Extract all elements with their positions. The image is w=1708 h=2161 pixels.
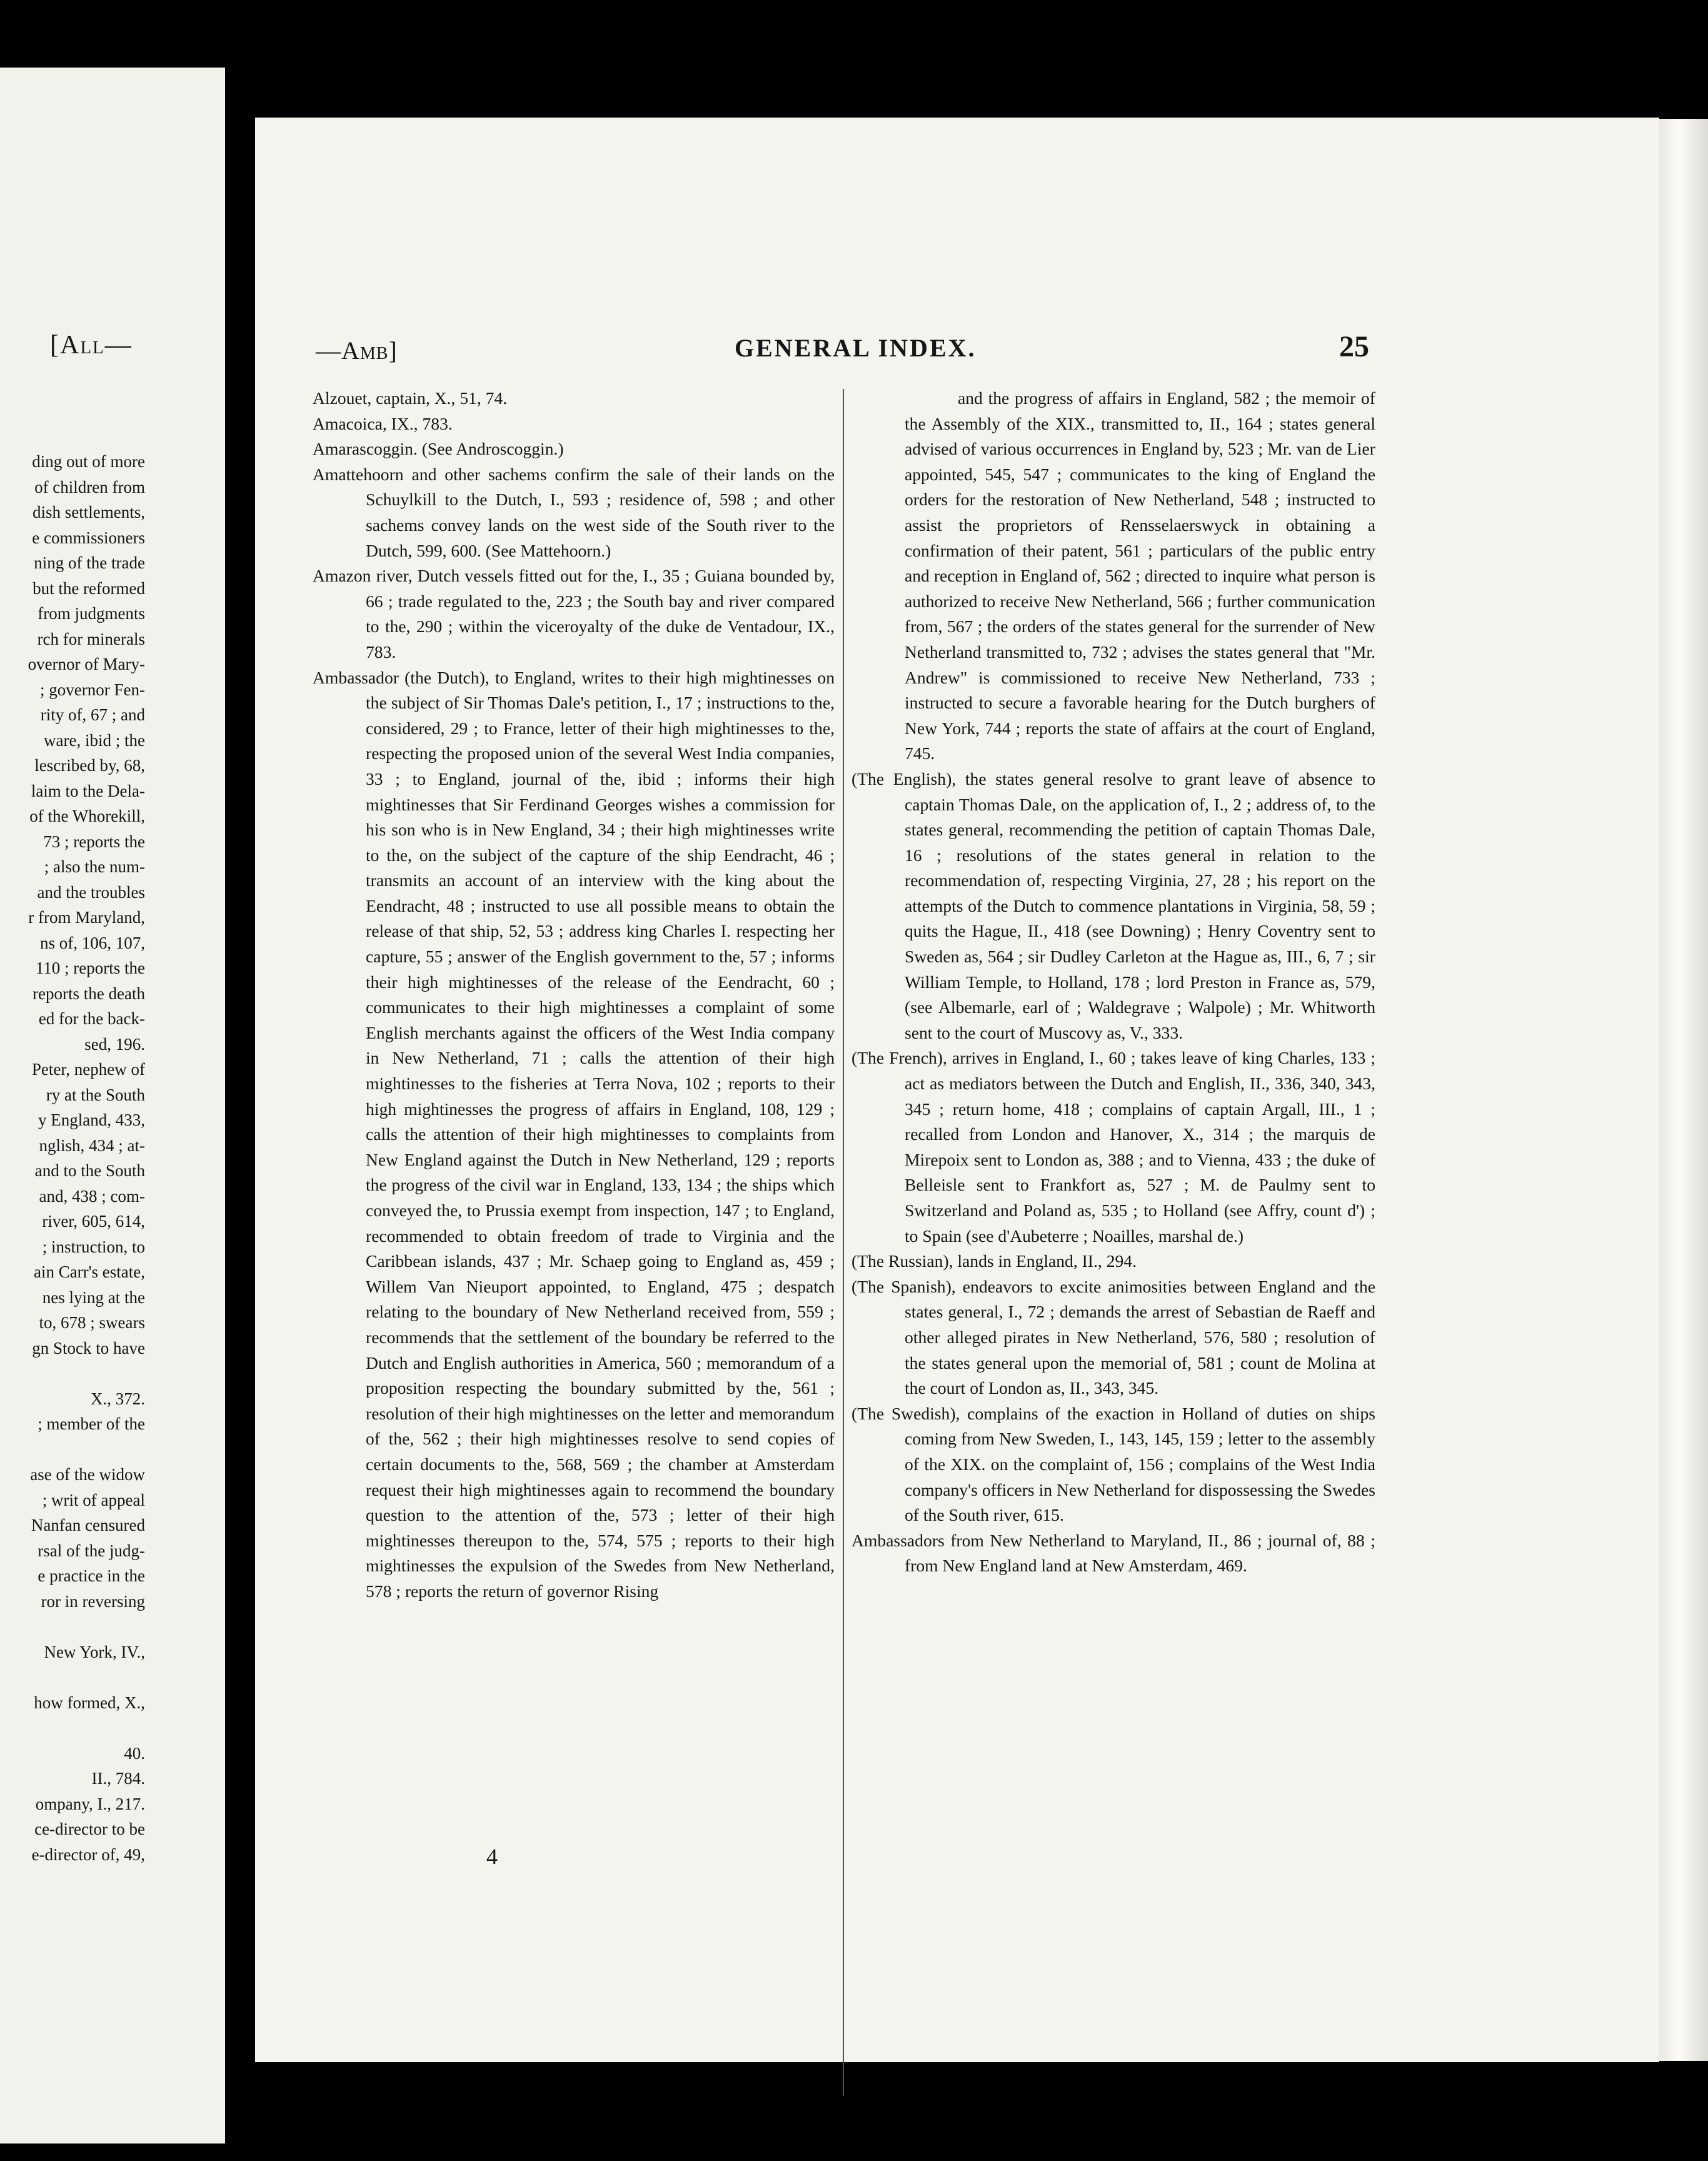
running-head-range: —Amb] xyxy=(316,336,398,365)
facing-page-line xyxy=(0,1437,145,1463)
facing-page-line: of children from xyxy=(34,477,145,496)
index-entry: Amarascoggin. (See Androscoggin.) xyxy=(313,439,564,459)
facing-page-line: ; governor Fen- xyxy=(40,680,145,699)
facing-page-line: 40. xyxy=(124,1743,145,1763)
facing-page-text xyxy=(0,449,145,1867)
page-number: 25 xyxy=(1339,330,1369,363)
index-entry: (The English), the states general resolve to grant leave of absence to captain Thomas Dale, on the application of, I., 2 ; address of, to the states general, recommending the petition of captain Thomas Dale, 16 ; resolutions of the states general in relation to the recommendation of, respecting Virginia, 27, 28 ; his report on the attempts of the Dutch to commence plantations in Virginia, 58, 59 ; quits the Hague, II., 418 (see Downing) ; Henry Coventry sent to Sweden as, 564 ; sir Dudley Carleton at the Hague as, III., 6, 7 ; sir William Temple, to Holland, 178 ; lord Preston in France as, 579, (see Albemarle, earl of ; Waldegrave ; Walpole) ; Mr. Whitworth sent to the court of Muscovy as, V., 333. xyxy=(851,768,1375,1042)
facing-page-line: from judgments xyxy=(38,604,145,623)
facing-page-line: river, 605, 614, xyxy=(42,1212,145,1231)
facing-page-line: e-director of, 49, xyxy=(31,1845,145,1864)
facing-page-line: ding out of more xyxy=(32,452,145,471)
facing-page-line: lescribed by, 68, xyxy=(34,756,145,775)
facing-page-line: and to the South xyxy=(34,1161,145,1180)
facing-page-line: 73 ; reports the xyxy=(43,832,145,851)
page-edges xyxy=(1659,119,1708,2061)
facing-page-line: ns of, 106, 107, xyxy=(40,933,145,952)
facing-page-line: dish settlements, xyxy=(33,503,145,521)
index-entry: Amattehoorn and other sachems confirm the sale of their lands on the Schuylkill to the Dutch, I., 593 ; residence of, 598 ; and other sachems convey lands on the west side of the South river to the Dutch, 599, 600. (See Mattehoorn.) xyxy=(313,464,835,560)
facing-page-line xyxy=(0,1361,145,1386)
facing-page-line: ning of the trade xyxy=(34,553,145,572)
facing-page-line: rch for minerals xyxy=(37,629,145,648)
facing-page-line: X., 372. xyxy=(91,1389,145,1408)
facing-page-line: nglish, 434 ; at- xyxy=(39,1136,145,1155)
facing-page-line xyxy=(0,1614,145,1640)
facing-page-line: rsal of the judg- xyxy=(38,1541,145,1560)
facing-page-line: overnor of Mary- xyxy=(28,655,145,673)
facing-page-line: rity of, 67 ; and xyxy=(40,705,145,724)
facing-page-line xyxy=(0,1665,145,1690)
index-entry: Ambassador (the Dutch), to England, writes to their high mightinesses on the subject of Sir Thomas Dale's petition, I., 17 ; instructions to the, considered, 29 ; to France, letter of their high mightinesses to the, respecting the proposed union of the several West India companies, 33 ; to England, journal of the, ibid ; informs their high mightinesses that Sir Ferdinand Georges wishes a commission for his son who is in New England, 34 ; their high mightinesses write to the, on the subject of the capture of the ship Eendracht, 46 ; transmits an account of an interview with the king about the Eendracht, 48 ; instructed to use all possible means to obtain the release of that ship, 52, 53 ; address king Charles I. respecting her capture, 55 ; answer of the English government to the, 57 ; informs their high mightinesses of the release of the Eendracht, 60 ; communicates to their high mightinesses a complaint of some English merchants against the officers of the West India company in New Netherland, 71 ; calls the attention of their high mightinesses to the fisheries at Terra Nova, 102 ; reports to their high mightinesses the progress of affairs in England, 108, 129 ; calls the attention of their high mightinesses to complaints from New England against the Dutch in New Netherland, 129 ; reports the progress of the civil war in England, 133, 134 ; the ships which conveyed the, to Prussia exempt from inspection, 147 ; to England, recommended to obtain freedom of trade to Virginia and the Caribbean islands, 437 ; Mr. Schaep going to England as, 459 ; Willem Van Nieuport appointed, to England, 475 ; despatch relating to the boundary of New Netherland received from, 559 ; recommends that the settlement of the boundary be referred to the Dutch and English authorities in America, 560 ; memorandum of a proposition respecting the boundary submitted by the, 561 ; resolution of their high mightinesses on the letter and memorandum of the, 562 ; their high mightinesses resolve to send copies of certain documents to the, 568, 569 ; the chamber at Amsterdam request their high mightinesses again to recommend the boundary question to the attention of the, 573 ; letter of their high mightinesses thereupon to the, 574, 575 ; reports to their high mightinesses the expulsion of the Swedes from New Netherland, 578 ; reports the return of governor Rising xyxy=(313,667,835,1601)
facing-page-line: and the troubles xyxy=(37,882,145,902)
index-entry-continued: and the progress of affairs in England, 582 ; the memoir of the Assembly of the XIX., transmitted to, II., 164 ; states general advised of various occurrences in England by, 523 ; Mr. van de Lier appointed, 545, 547 ; communicates to the king of England the orders for the restoration of New Netherland, 548 ; instructed to assist the proprietors of Rensselaerswyck in obtaining a confirmation of their patent, 561 ; particulars of the public entry and reception in England of, 562 ; directed to inquire what person is authorized to receive New Netherland, 566 ; further communication from, 567 ; the orders of the states general for the surrender of New Netherland transmitted to, 732 ; advises the states general that "Mr. Andrew" is commissioned to receive New Netherland, 733 ; instructed to secure a favorable hearing for the Dutch burghers of New York, 744 ; reports the state of affairs at the court of England, 745. xyxy=(905,388,1375,763)
facing-page-line: ; writ of appeal xyxy=(42,1490,145,1509)
index-entry: (The Spanish), endeavors to excite animosities between England and the states general, I., 72 ; demands the arrest of Sebastian de Raeff and other alleged pirates in New Netherland, 576, 580 ; resolution of the states general upon the memorial of, 581 ; count de Molina at the court of London as, II., 343, 345. xyxy=(851,1276,1375,1398)
index-entry: Amacoica, IX., 783. xyxy=(313,413,453,433)
facing-page-fragment xyxy=(0,68,225,2143)
facing-page-line: Peter, nephew of xyxy=(31,1060,145,1079)
index-column-left xyxy=(313,386,835,1604)
facing-page-line: of the Whorekill, xyxy=(29,807,145,825)
facing-page-line: reports the death xyxy=(33,984,145,1003)
facing-page-line: New York, IV., xyxy=(44,1642,145,1661)
facing-page-line: ompany, I., 217. xyxy=(35,1794,145,1813)
index-column-right xyxy=(851,386,1375,1579)
facing-page-line: and, 438 ; com- xyxy=(39,1186,145,1206)
facing-page-line: gn Stock to have xyxy=(32,1338,145,1358)
signature-mark: 4 xyxy=(486,1844,498,1869)
book-gutter xyxy=(225,0,255,2161)
index-entry: Ambassadors from New Netherland to Maryland, II., 86 ; journal of, 88 ; from New England land at New Amsterdam, 469. xyxy=(851,1530,1375,1576)
index-entry: Amazon river, Dutch vessels fitted out for the, I., 35 ; Guiana bounded by, 66 ; trade regulated to the, 223 ; the South bay and river compared to the, 290 ; within the viceroyalty of the duke de Ventadour, IX., 783. xyxy=(313,566,835,662)
facing-page-line: but the reformed xyxy=(33,578,145,598)
facing-page-line: ; also the num- xyxy=(44,857,145,876)
facing-page-line: r from Maryland, xyxy=(28,908,145,927)
facing-page-line: nes lying at the xyxy=(42,1287,145,1307)
facing-page-line: to, 678 ; swears xyxy=(39,1313,145,1332)
facing-page-line: ; member of the xyxy=(38,1414,145,1433)
facing-page-line: ; instruction, to xyxy=(42,1237,145,1256)
facing-page-line: ror in reversing xyxy=(41,1591,145,1611)
facing-page-line: y England, 433, xyxy=(38,1111,145,1129)
facing-page-line: ain Carr's estate, xyxy=(33,1262,145,1281)
facing-page-line: e commissioners xyxy=(32,528,145,547)
facing-page-line xyxy=(0,1715,145,1741)
index-entry: (The Swedish), complains of the exaction in Holland of duties on ships coming from New Sweden, I., 143, 145, 159 ; letter to the assembly of the XIX. on the complaint of, 156 ; complains of the West India company's officers in New Netherland for dispossessing the Swedes of the South river, 615. xyxy=(851,1403,1375,1525)
facing-page-header: [All— xyxy=(50,331,133,360)
facing-page-line: how formed, X., xyxy=(34,1693,145,1712)
index-entry: Alzouet, captain, X., 51, 74. xyxy=(313,388,508,408)
running-head-title: GENERAL INDEX. xyxy=(735,334,977,362)
facing-page-line: ed for the back- xyxy=(38,1009,145,1028)
column-divider xyxy=(843,389,844,2096)
facing-page-line: sed, 196. xyxy=(84,1034,145,1054)
facing-page-line: ware, ibid ; the xyxy=(44,730,145,750)
facing-page-line: Nanfan censured xyxy=(31,1516,145,1534)
facing-page-line: laim to the Dela- xyxy=(31,781,145,800)
facing-page-line: ry at the South xyxy=(46,1085,145,1104)
index-entry: (The French), arrives in England, I., 60 ; takes leave of king Charles, 133 ; act as mediators between the Dutch and English, II., 336, 340, 343, 345 ; return home, 418 ; complains of captain Argall, III., 1 ; recalled from London and Hanover, X., 314 ; the marquis de Mirepoix sent to London as, 388 ; and to Vienna, 433 ; the duke of Belleisle sent to Frankfort as, 527 ; M. de Paulmy sent to Switzerland and Poland as, 535 ; to Holland (see Affry, count d') ; to Spain (see d'Aubeterre ; Noailles, marshal de.) xyxy=(851,1048,1375,1246)
facing-page-line: ce-director to be xyxy=(34,1820,145,1838)
facing-page-line: e practice in the xyxy=(38,1566,145,1585)
index-entry: (The Russian), lands in England, II., 294. xyxy=(851,1251,1137,1271)
facing-page-line: ase of the widow xyxy=(30,1465,145,1484)
facing-page-line: II., 784. xyxy=(91,1769,145,1788)
facing-page-line: 110 ; reports the xyxy=(35,959,145,977)
